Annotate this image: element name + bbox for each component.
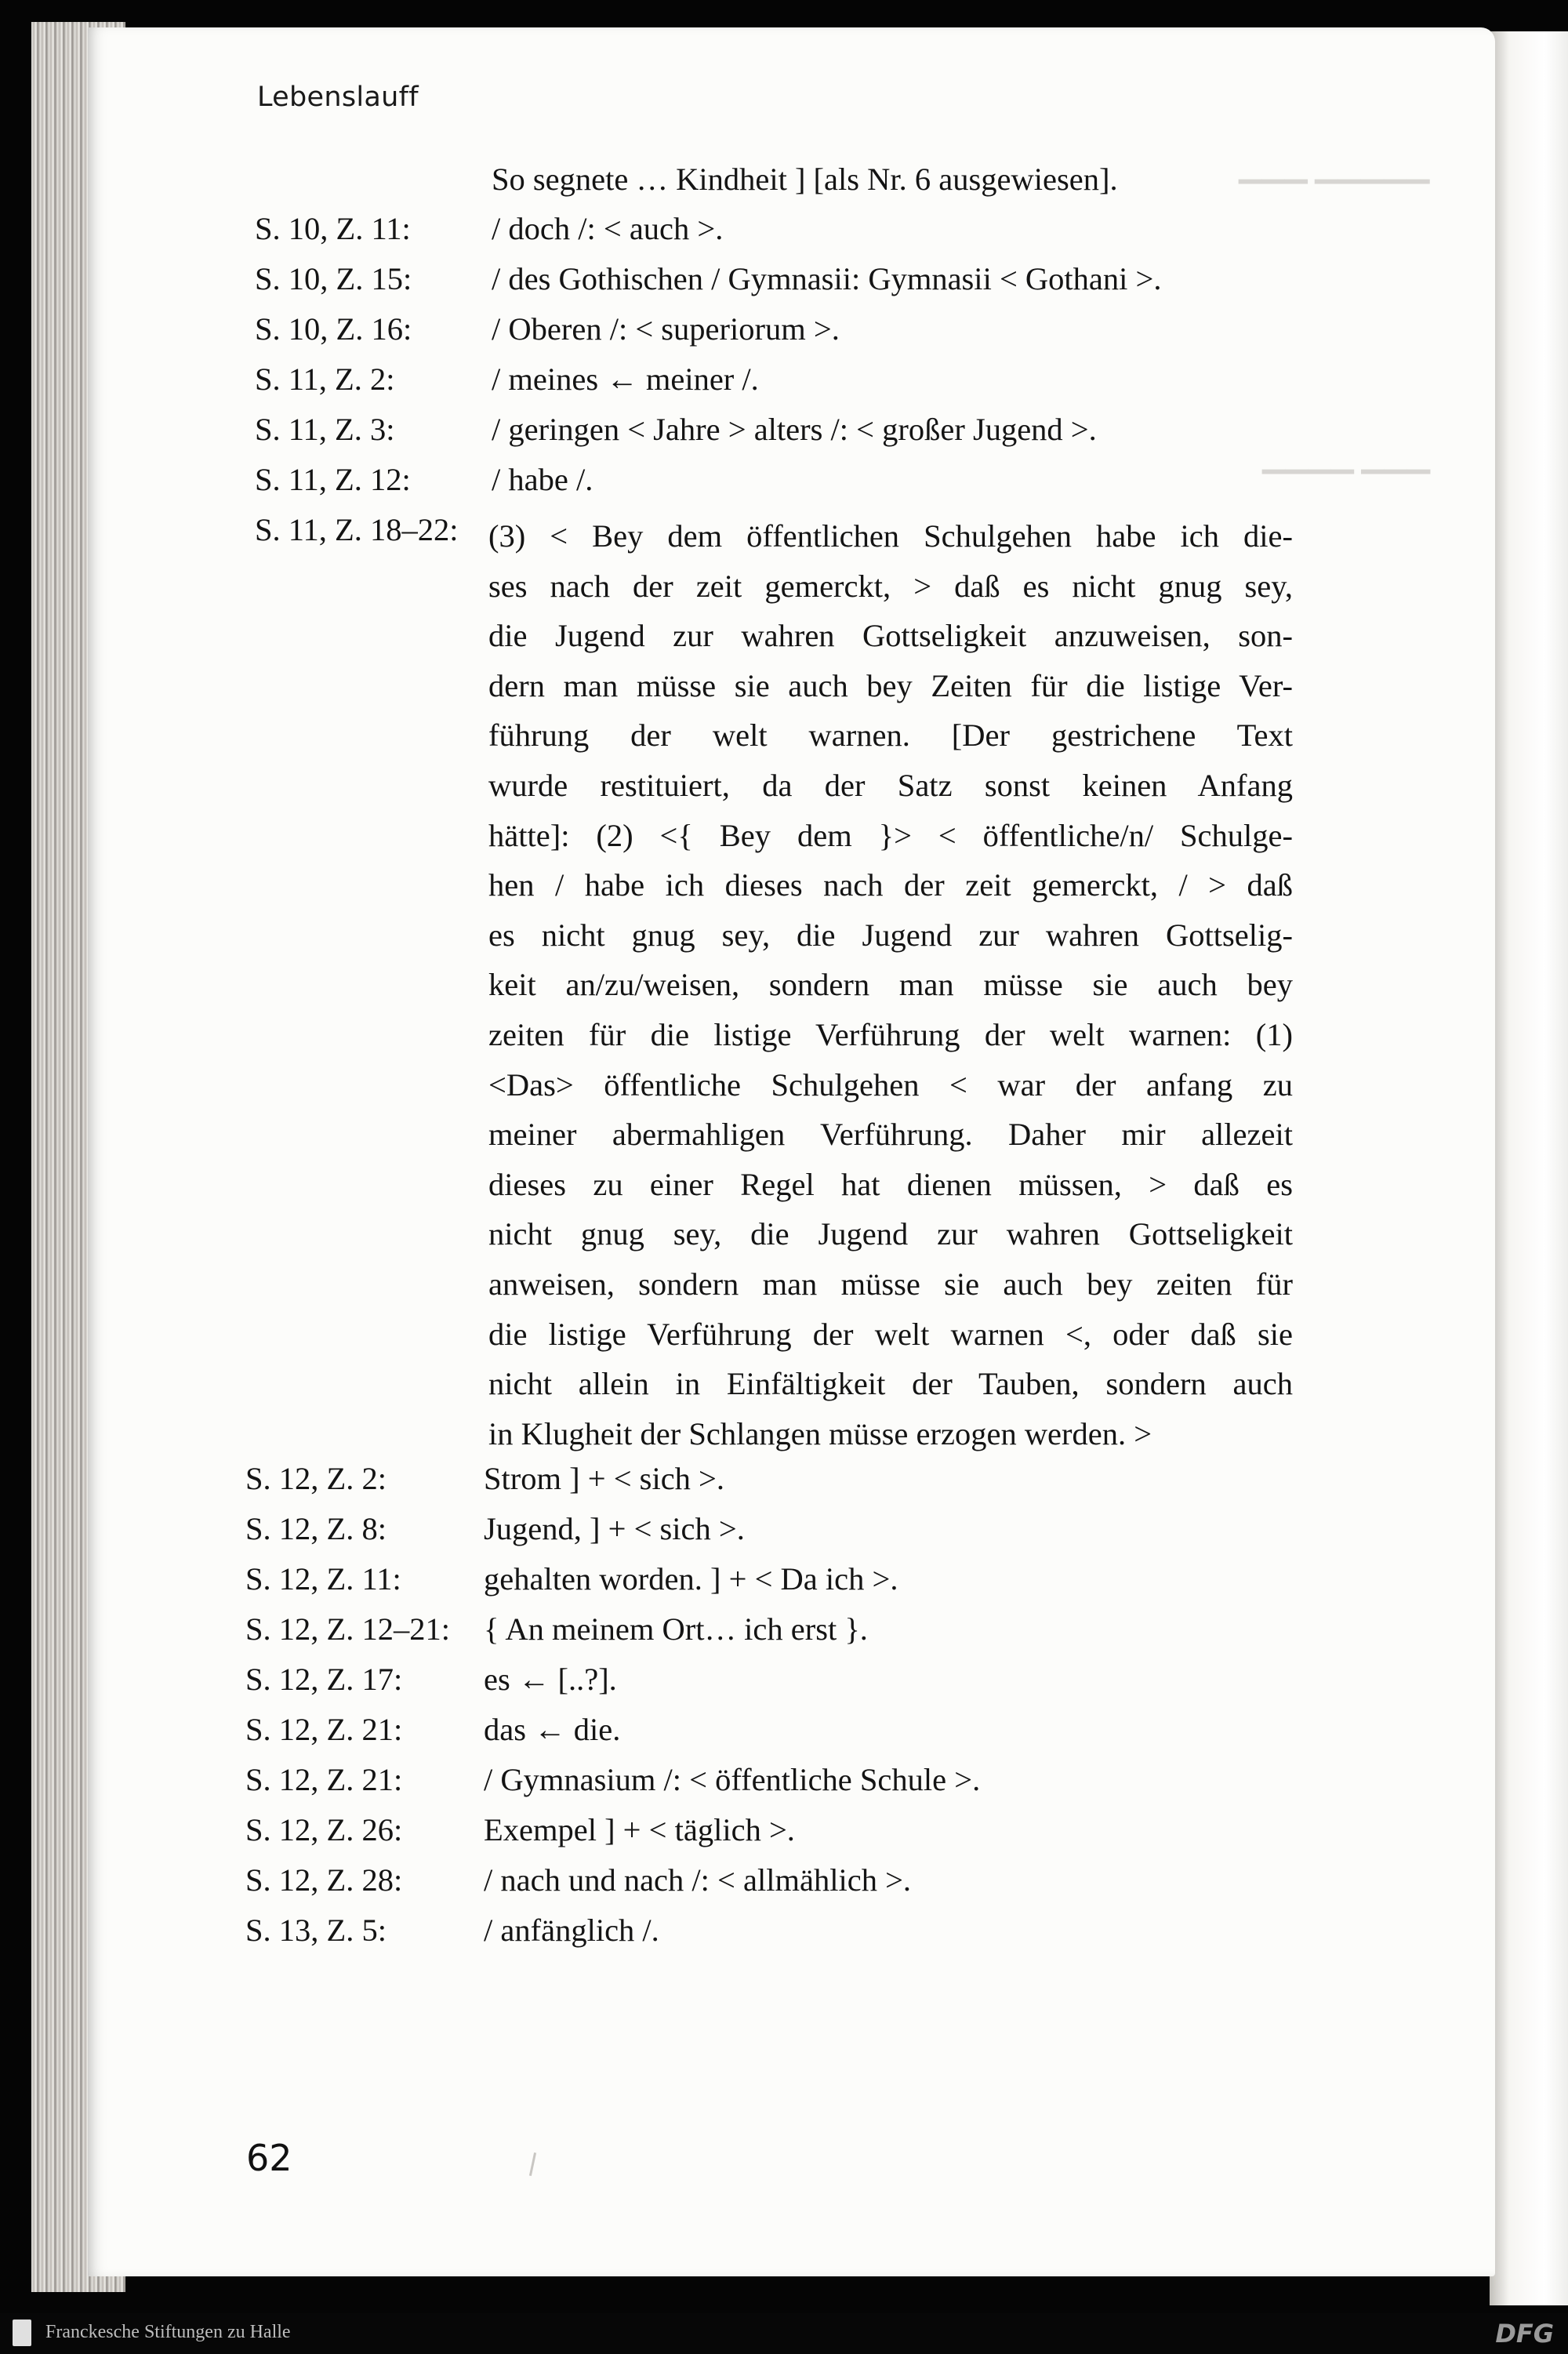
note-line: ses nach der zeit gemerckt, > daß es nicht gnug sey, <box>488 568 1293 604</box>
entry-text: / meines ← meiner /. <box>492 361 759 397</box>
page-number: 62 <box>246 2137 292 2179</box>
line-reference: S. 13, Z. 5: <box>245 1913 387 1948</box>
entry-text: Exempel ] + < täglich >. <box>484 1812 795 1847</box>
line-reference: S. 12, Z. 21: <box>245 1762 403 1797</box>
apparatus-entry <box>0 1912 1568 1962</box>
line-reference: S. 11, Z. 12: <box>255 462 411 497</box>
apparatus-entry <box>0 1661 1568 1711</box>
entry-text: Strom ] + < sich >. <box>484 1461 725 1496</box>
note-line: hen / habe ich dieses nach der zeit gemerckt, / > daß <box>488 867 1293 903</box>
entry-text: Jugend, ] + < sich >. <box>484 1511 745 1546</box>
entry-text: / doch /: < auch >. <box>492 211 724 246</box>
apparatus-entry <box>0 1862 1568 1912</box>
apparatus-entry <box>0 260 1568 311</box>
running-header: Lebenslauff <box>257 82 419 113</box>
line-reference: S. 12, Z. 12–21: <box>245 1611 451 1647</box>
dfg-logo: DFG <box>1495 2319 1554 2349</box>
note-line: (3) < Bey dem öffentlichen Schulgehen habe ich die- <box>488 518 1293 554</box>
line-reference: S. 12, Z. 11: <box>245 1561 401 1597</box>
entry-text: / Oberen /: < superiorum >. <box>492 311 840 347</box>
show-through: ▁▁▁▁ ▁▁▁ <box>1262 441 1431 474</box>
apparatus-entry <box>0 210 1568 260</box>
note-line: dern man müsse sie auch bey Zeiten für die listige Ver- <box>488 667 1293 703</box>
note-line: hätte]: (2) <{ Bey dem }> < öffentliche/n/ Schulge- <box>488 817 1293 853</box>
line-reference: S. 10, Z. 11: <box>255 211 411 246</box>
note-line: in Klugheit der Schlangen müsse erzogen werden. > <box>488 1415 1152 1451</box>
apparatus-entry <box>0 361 1568 411</box>
show-through: ▁▁▁ ▁▁▁▁▁ <box>1239 151 1430 183</box>
note-line: wurde restituiert, da der Satz sonst keinen Anfang <box>488 767 1293 803</box>
note-line: führung der welt warnen. [Der gestrichene Text <box>488 717 1293 754</box>
apparatus-entry <box>0 1560 1568 1611</box>
note-line: die listige Verführung der welt warnen <, oder daß sie <box>488 1316 1293 1352</box>
apparatus-entry <box>0 161 1568 211</box>
line-reference: S. 11, Z. 3: <box>255 412 395 447</box>
note-line: anweisen, sondern man müsse sie auch bey zeiten für <box>488 1266 1293 1302</box>
line-reference: S. 12, Z. 28: <box>245 1862 403 1898</box>
entry-text: / nach und nach /: < allmählich >. <box>484 1862 912 1898</box>
note-line: die Jugend zur wahren Gottseligkeit anzuweisen, son- <box>488 618 1293 654</box>
note-line: meiner abermahligen Verführung. Daher mir allezeit <box>488 1117 1293 1153</box>
entry-text: So segnete … Kindheit ] [als Nr. 6 ausgewiesen]. <box>492 162 1118 197</box>
apparatus-entry <box>0 1611 1568 1661</box>
entry-text: gehalten worden. ] + < Da ich >. <box>484 1561 898 1597</box>
entry-text: { An meinem Ort… ich erst }. <box>484 1611 868 1647</box>
entry-text: das ← die. <box>484 1712 621 1747</box>
apparatus-entry <box>0 1510 1568 1560</box>
note-line: <Das> öffentliche Schulgehen < war der anfang zu <box>488 1066 1293 1103</box>
line-reference: S. 10, Z. 15: <box>255 261 412 296</box>
institution-logo-icon <box>13 2319 31 2346</box>
apparatus-entry <box>0 1761 1568 1811</box>
line-reference: S. 11, Z. 18–22: <box>255 512 459 547</box>
line-reference: S. 12, Z. 8: <box>245 1511 387 1546</box>
entry-text: / anfänglich /. <box>484 1913 659 1948</box>
apparatus-entry <box>0 1811 1568 1862</box>
apparatus-entry <box>0 461 1568 511</box>
apparatus-entry <box>0 411 1568 461</box>
line-reference: S. 12, Z. 17: <box>245 1662 403 1697</box>
line-reference: S. 10, Z. 16: <box>255 311 412 347</box>
institution-name: Franckesche Stiftungen zu Halle <box>45 2322 291 2342</box>
apparatus-entry <box>0 311 1568 361</box>
entry-text: / habe /. <box>492 462 593 497</box>
line-reference: S. 11, Z. 2: <box>255 361 395 397</box>
note-line: es nicht gnug sey, die Jugend zur wahren Gottselig- <box>488 917 1293 953</box>
long-note <box>488 511 1293 1459</box>
entry-text: es ← [..?]. <box>484 1662 617 1697</box>
entry-text: / geringen < Jahre > alters /: < großer Jugend >. <box>492 412 1097 447</box>
note-line: zeiten für die listige Verführung der welt warnen: (1) <box>488 1016 1293 1052</box>
footer-bar <box>0 2313 1568 2354</box>
note-line: dieses zu einer Regel hat dienen müssen, > daß es <box>488 1166 1293 1202</box>
apparatus-entry <box>0 1711 1568 1761</box>
note-line: keit an/zu/weisen, sondern man müsse sie auch bey <box>488 967 1293 1003</box>
entry-text: / des Gothischen / Gymnasii: Gymnasii < Gothani >. <box>492 261 1162 296</box>
line-reference: S. 12, Z. 2: <box>245 1461 387 1496</box>
entry-text: / Gymnasium /: < öffentliche Schule >. <box>484 1762 981 1797</box>
apparatus-entry <box>0 1460 1568 1510</box>
line-reference: S. 12, Z. 21: <box>245 1712 403 1747</box>
note-line: nicht gnug sey, die Jugend zur wahren Gottseligkeit <box>488 1216 1293 1252</box>
note-line: nicht allein in Einfältigkeit der Tauben, sondern auch <box>488 1366 1293 1402</box>
line-reference: S. 12, Z. 26: <box>245 1812 403 1847</box>
